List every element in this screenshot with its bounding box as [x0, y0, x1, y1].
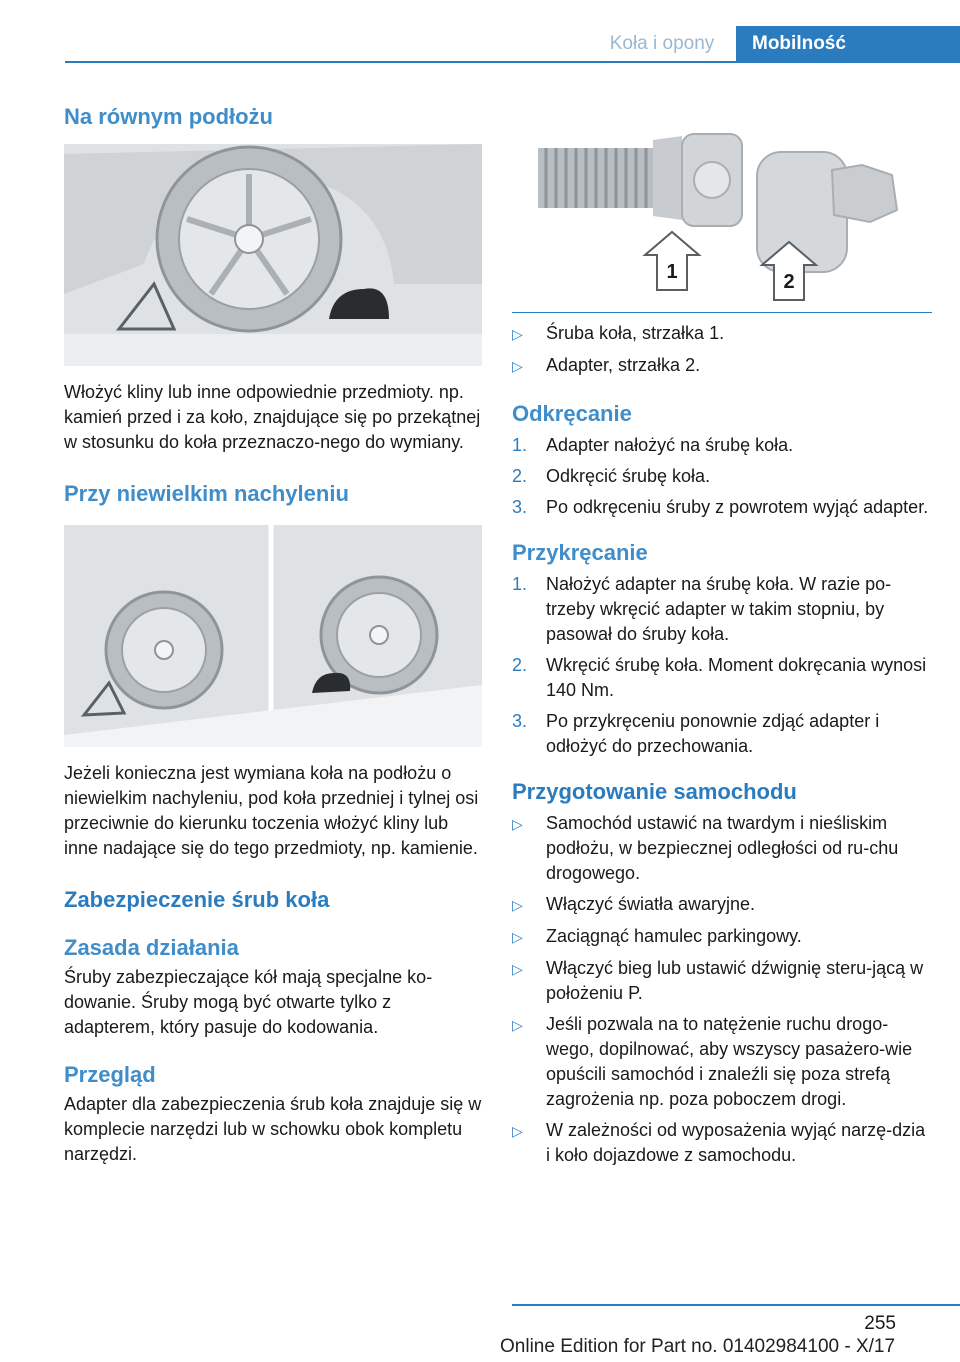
header-chapter-tab: Mobilność [736, 26, 960, 62]
step-number: 1. [512, 435, 528, 455]
step-text: Po odkręceniu śruby z powrotem wyjąć adapter. [546, 497, 929, 517]
principle-text: Śruby zabezpieczające kół mają specjalne ko-dowanie. Śruby mogą być otwarte tylko z adapterem, który pasuje do kodowania. [64, 967, 433, 1037]
prep-text: Zaciągnąć hamulec parkingowy. [546, 926, 802, 946]
list-item [512, 353, 932, 379]
vehicle-prep-list [512, 811, 932, 1168]
figure-slope [64, 525, 482, 747]
unscrew-steps [512, 433, 932, 520]
bolt-adapter-illustration [512, 130, 932, 302]
prep-text: Włączyć bieg lub ustawić dźwignię steru-jącą w położeniu P. [546, 958, 924, 1003]
list-item [512, 892, 932, 918]
list-item [512, 956, 932, 1006]
step-text: Nałożyć adapter na śrubę koła. W razie po-trzeby wkręcić adapter w takim stopniu, by pasował do śruby koła. [546, 574, 892, 644]
page-number: 255 [864, 1313, 896, 1334]
figure-legend [512, 321, 932, 379]
triangle-bullet-icon: ▷ [512, 929, 523, 945]
prep-text: Jeśli pozwala na to natężenie ruchu drogo-wego, dopilnować, aby wszyscy pasażero-wie opuścili samochód i znaleźli się poza strefą zagrożenia np. poza poboczem drogi. [546, 1014, 913, 1109]
step-text: Po przykręceniu ponownie zdjąć adapter i odłożyć do przechowania. [546, 711, 880, 756]
left-column [64, 100, 482, 1167]
unscrew-heading: Odkręcanie [512, 401, 632, 426]
step-number: 3. [512, 497, 528, 517]
legend-adapter: Adapter, strzałka 2. [546, 355, 701, 375]
step-number: 1. [512, 574, 528, 594]
adapter-label: 2 [783, 271, 795, 293]
flat-ground-heading: Na równym podłożu [64, 104, 273, 129]
step-number: 2. [512, 655, 528, 675]
triangle-bullet-icon: ▷ [512, 1123, 523, 1139]
triangle-bullet-icon: ▷ [512, 816, 523, 832]
wheel-lock-heading: Zabezpieczenie śrub koła [64, 887, 330, 912]
header-rule [65, 61, 960, 63]
list-item [512, 653, 932, 703]
prep-text: W zależności od wyposażenia wyjąć narzę-dzia i koło dojazdowe z samochodu. [546, 1120, 926, 1165]
list-item [512, 924, 932, 950]
right-column [512, 130, 932, 1168]
figure-bolt-adapter [512, 130, 932, 302]
list-item [512, 464, 932, 489]
triangle-bullet-icon: ▷ [512, 897, 523, 913]
legend-bolt: Śruba koła, strzałka 1. [546, 323, 725, 343]
edition-note: Online Edition for Part no. 01402984100 - X/17 [500, 1336, 896, 1357]
overview-text: Adapter dla zabezpieczenia śrub koła znajduje się w komplecie narzędzi lub w schowku obok kompletu narzędzi. [64, 1094, 482, 1164]
prep-text: Włączyć światła awaryjne. [546, 894, 756, 914]
triangle-bullet-icon: ▷ [512, 1017, 523, 1033]
flat-ground-text: Włożyć kliny lub inne odpowiednie przedmioty. np. kamień przed i za koło, znajdujące się po przekątnej w stosunku do koła przeznaczo-nego do wymiany. [64, 382, 481, 452]
legend-rule [512, 312, 932, 313]
step-text: Odkręcić śrubę koła. [546, 466, 711, 486]
flat-ground-illustration [64, 144, 482, 366]
screw-heading: Przykręcanie [512, 540, 648, 565]
list-item [512, 1118, 932, 1168]
figure-flat-ground [64, 144, 482, 366]
slope-text: Jeżeli konieczna jest wymiana koła na podłożu o niewielkim nachyleniu, pod koła przedniej i tylnej osi przeciwnie do kierunku toczenia włożyć kliny lub inne nadające się do tego przedmioty, np. kamienie. [64, 763, 479, 858]
footer-rule [512, 1304, 960, 1306]
list-item [512, 1012, 932, 1112]
list-item [512, 709, 932, 759]
step-number: 2. [512, 466, 528, 486]
header-section-tab: Koła i opony [609, 33, 715, 54]
bolt-label: 1 [666, 261, 678, 283]
list-item [512, 433, 932, 458]
list-item [512, 495, 932, 520]
triangle-bullet-icon: ▷ [512, 358, 523, 374]
triangle-bullet-icon: ▷ [512, 326, 523, 342]
triangle-bullet-icon: ▷ [512, 961, 523, 977]
slope-illustration [64, 525, 482, 747]
slope-heading: Przy niewielkim nachyleniu [64, 481, 349, 506]
list-item [512, 321, 932, 347]
vehicle-prep-heading: Przygotowanie samochodu [512, 779, 797, 804]
step-text: Wkręcić śrubę koła. Moment dokręcania wynosi 140 Nm. [546, 655, 927, 700]
principle-heading: Zasada działania [64, 935, 239, 960]
step-text: Adapter nałożyć na śrubę koła. [546, 435, 794, 455]
prep-text: Samochód ustawić na twardym i nieśliskim podłożu, w bezpiecznej odległości od ru-chu drogowego. [546, 813, 899, 883]
overview-heading: Przegląd [64, 1062, 156, 1087]
step-number: 3. [512, 711, 528, 731]
screw-steps [512, 572, 932, 759]
list-item [512, 811, 932, 886]
list-item [512, 572, 932, 647]
